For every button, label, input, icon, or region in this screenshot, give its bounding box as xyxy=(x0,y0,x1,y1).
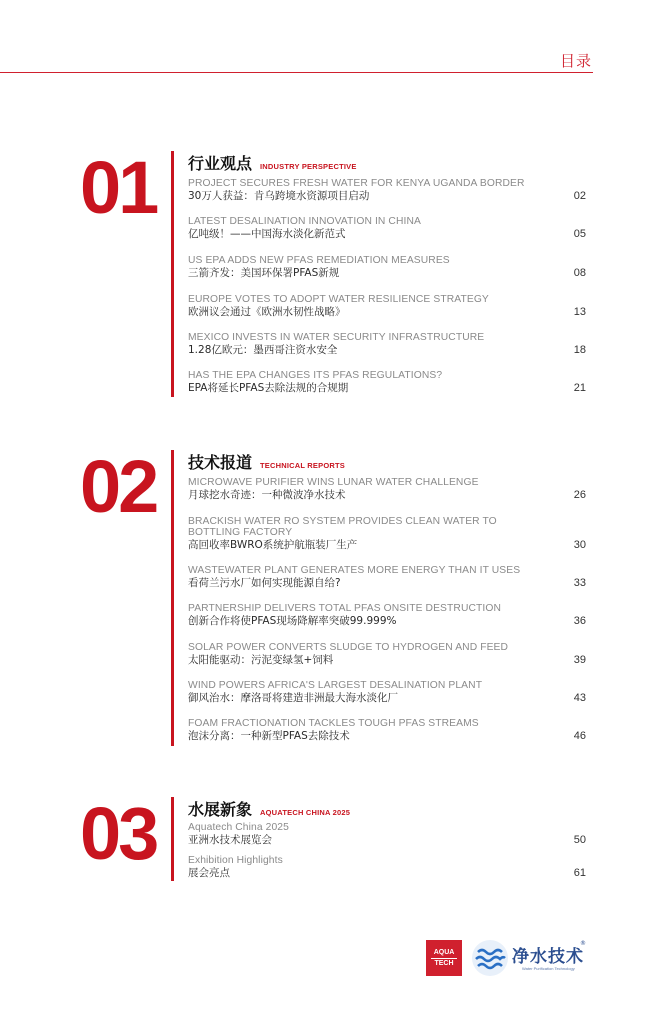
toc-entry[interactable] xyxy=(188,332,586,357)
section-title-en: TECHNICAL REPORTS xyxy=(260,461,345,470)
entry-title-en: FOAM FRACTIONATION TACKLES TOUGH PFAS STREAMS xyxy=(188,718,479,729)
jingshui-logo-text: 净水技术 xyxy=(512,947,584,967)
entry-page: 33 xyxy=(573,577,586,589)
entry-title-en: HAS THE EPA CHANGES ITS PFAS REGULATIONS? xyxy=(188,370,443,381)
entry-title-cn: 御风治水：摩洛哥将建造非洲最大海水淡化厂 xyxy=(188,692,398,704)
entry-title-en: LATEST DESALINATION INNOVATION IN CHINA xyxy=(188,216,421,227)
section-01 xyxy=(0,146,660,401)
toc-entry[interactable] xyxy=(188,370,586,395)
aquatech-logo xyxy=(426,940,462,976)
entry-title-cn: 欧洲议会通过《欧洲水韧性战略》 xyxy=(188,306,346,318)
entry-page: 08 xyxy=(573,267,586,279)
entry-title-cn: 月球挖水奇迹：一种微波净水技术 xyxy=(188,489,346,501)
entry-page: 05 xyxy=(573,228,586,240)
entry-page: 13 xyxy=(573,306,586,318)
section-title-cn: 水展新象 xyxy=(188,800,253,819)
toc-entry[interactable] xyxy=(188,680,586,705)
toc-entry[interactable] xyxy=(188,255,586,280)
entry-title-cn: 看荷兰污水厂如何实现能源自给? xyxy=(188,577,341,589)
toc-entry[interactable] xyxy=(188,178,586,203)
entry-page: 39 xyxy=(573,654,586,666)
water-drops-icon xyxy=(470,938,510,978)
entry-title-en: WIND POWERS AFRICA'S LARGEST DESALINATION PLANT xyxy=(188,680,483,691)
entry-page: 18 xyxy=(573,344,586,356)
entry-title-cn: 高回收率BWRO系统护航瓶装厂生产 xyxy=(188,539,358,551)
section-title-cn: 技术报道 xyxy=(188,453,253,472)
entry-page: 21 xyxy=(573,382,586,394)
section-heading xyxy=(188,797,350,820)
entry-title-en: PROJECT SECURES FRESH WATER FOR KENYA UGANDA BORDER xyxy=(188,178,525,189)
aquatech-logo-line1: AQUA xyxy=(433,948,455,956)
entry-title-en: WASTEWATER PLANT GENERATES MORE ENERGY THAN IT USES xyxy=(188,565,521,576)
entry-title-en: SOLAR POWER CONVERTS SLUDGE TO HYDROGEN AND FEED xyxy=(188,642,509,653)
toc-entry[interactable] xyxy=(188,642,586,667)
aquatech-logo-line2: TECH xyxy=(434,959,454,967)
entry-page: 26 xyxy=(573,489,586,501)
section-title-cn: 行业观点 xyxy=(188,154,253,173)
registered-mark: ® xyxy=(580,940,586,947)
toc-entry[interactable] xyxy=(188,603,586,628)
entry-title-en: MICROWAVE PURIFIER WINS LUNAR WATER CHALLENGE xyxy=(188,477,479,488)
entry-page: 43 xyxy=(573,692,586,704)
section-bar xyxy=(171,450,174,746)
section-03 xyxy=(0,792,660,887)
entry-title-en: MEXICO INVESTS IN WATER SECURITY INFRASTRUCTURE xyxy=(188,332,485,343)
entry-title-cn: 三箭齐发：美国环保署PFAS新规 xyxy=(188,267,340,279)
entry-title-cn: 1.28亿欧元：墨西哥注资水安全 xyxy=(188,344,338,356)
toc-entry[interactable] xyxy=(188,477,586,502)
toc-entry[interactable] xyxy=(188,216,586,241)
section-title-en: INDUSTRY PERSPECTIVE xyxy=(260,162,357,171)
toc-entry[interactable] xyxy=(188,718,586,743)
entry-title-en: PARTNERSHIP DELIVERS TOTAL PFAS ONSITE DESTRUCTION xyxy=(188,603,502,614)
toc-title: 目录 xyxy=(559,52,592,70)
jingshui-logo-subtext: Water Purification Technology xyxy=(522,966,575,971)
entry-title-cn: 亿吨级！——中国海水淡化新范式 xyxy=(188,228,346,240)
entry-title-en: BRACKISH WATER RO SYSTEM PROVIDES CLEAN WATER TO BOTTLING FACTORY xyxy=(188,516,497,538)
entry-title-cn: EPA将延长PFAS去除法规的合规期 xyxy=(188,382,349,394)
entry-page: 61 xyxy=(573,867,586,879)
entry-page: 30 xyxy=(573,539,586,551)
section-title-en: AQUATECH CHINA 2025 xyxy=(260,808,351,817)
entry-title-cn: 展会亮点 xyxy=(188,867,230,879)
section-number: 02 xyxy=(80,445,157,528)
toc-entry[interactable] xyxy=(188,516,586,552)
entry-title-cn: 太阳能驱动：污泥变绿氢+饲料 xyxy=(188,654,334,666)
section-number: 01 xyxy=(80,146,157,229)
entry-page: 50 xyxy=(573,834,586,846)
toc-entry[interactable] xyxy=(188,294,586,319)
entry-title-en: Exhibition Highlights xyxy=(188,855,283,866)
entry-title-cn: 亚洲水技术展览会 xyxy=(188,834,272,846)
toc-entry[interactable] xyxy=(188,822,586,847)
section-bar xyxy=(171,797,174,881)
entry-title-cn: 创新合作将使PFAS现场降解率突破99.999% xyxy=(188,615,397,627)
entry-title-cn: 泡沫分离：一种新型PFAS去除技术 xyxy=(188,730,350,742)
entry-page: 36 xyxy=(573,615,586,627)
section-heading xyxy=(188,450,345,473)
section-bar xyxy=(171,151,174,397)
entry-page: 46 xyxy=(573,730,586,742)
jingshui-logo xyxy=(470,936,590,980)
entry-title-en: EUROPE VOTES TO ADOPT WATER RESILIENCE STRATEGY xyxy=(188,294,489,305)
toc-entry[interactable] xyxy=(188,855,586,880)
toc-entry[interactable] xyxy=(188,565,586,590)
entry-title-en: US EPA ADDS NEW PFAS REMEDIATION MEASURES xyxy=(188,255,450,266)
section-02 xyxy=(0,445,660,750)
section-number: 03 xyxy=(80,792,157,875)
header-divider xyxy=(0,72,593,73)
entry-page: 02 xyxy=(573,190,586,202)
entry-title-en: Aquatech China 2025 xyxy=(188,822,289,833)
aquatech-logo-rule xyxy=(431,958,457,959)
section-heading xyxy=(188,151,357,174)
entry-title-cn: 30万人获益：肯乌跨境水资源项目启动 xyxy=(188,190,370,202)
